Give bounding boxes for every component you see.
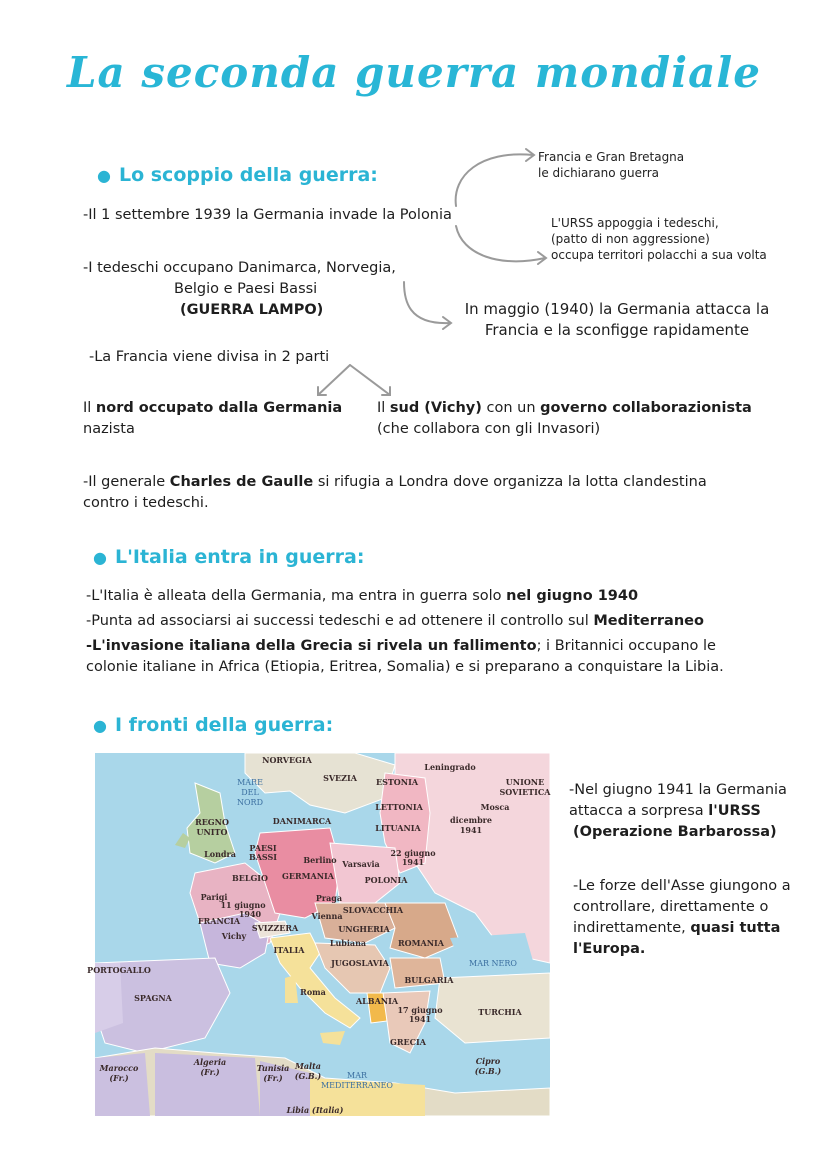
map-label-sovietica: SOVIETICA — [499, 787, 551, 797]
map-label-mediterraneo: MEDITERRANEO — [320, 1081, 394, 1090]
map-label-unito: UNITO — [196, 827, 228, 837]
map-label-grecia: GRECIA — [390, 1037, 426, 1047]
map-label-17giugno: 17 giugno — [397, 1005, 443, 1015]
map-label-mar-nero: MAR NERO — [469, 959, 517, 968]
map-label-bulgaria: BULGARIA — [404, 975, 454, 985]
map-label-polonia: POLONIA — [364, 875, 408, 885]
note-urss: L'URSS appoggia i tedeschi, (patto di non aggressione) occupa territori polacchi a sua volta — [551, 216, 767, 262]
map-label-del: DEL — [241, 788, 259, 797]
text-barbarossa: -Nel giugno 1941 la Germania attacca a sorpresa l'URSS (Operazione Barbarossa) — [569, 782, 787, 840]
map-label-belgio: BELGIO — [231, 873, 269, 883]
text-degaulle: -Il generale Charles de Gaulle si rifugia a Londra dove organizza la lotta clandestina contro i tedeschi. — [83, 474, 707, 511]
bullet-icon: ● — [93, 716, 107, 735]
arrow-to-urss — [456, 226, 545, 261]
map-label-regno: REGNO — [195, 817, 229, 827]
map-label-albania: ALBANIA — [355, 996, 399, 1006]
map-label-malta-gb: (G.B.) — [294, 1071, 322, 1081]
map-label-marocco-fr: (Fr.) — [109, 1073, 129, 1083]
map-label-ungheria: UNGHERIA — [338, 924, 390, 934]
text-nord: Il nord occupato dalla Germania nazista — [83, 400, 343, 437]
text-divisa: -La Francia viene divisa in 2 parti — [89, 349, 330, 365]
map-label-leningrado: Leningrado — [424, 762, 476, 772]
map-label-bassi: BASSI — [248, 852, 278, 862]
split-arrow-left — [318, 365, 350, 395]
map-label-22giugno-anno: 1941 — [401, 857, 425, 867]
note-francia-gb: Francia e Gran Bretagna le dichiarano guerra — [538, 150, 685, 180]
map-label-cipro-gb: (G.B.) — [474, 1066, 502, 1076]
bullet-icon: ● — [97, 166, 111, 185]
map-label-germania: GERMANIA — [282, 871, 334, 881]
map-label-mosca: Mosca — [480, 802, 510, 812]
text-italia: -L'Italia è alleata della Germania, ma entra in guerra solo nel giugno 1940 -Punta ad associarsi ai successi tedeschi e ad ottenere il controllo sul Mediterraneo -L'invasione italiana della Grecia si rivela un fallimento; i Britannici occupano le colonie italiane in Africa (Etiopia, Eritrea, Somalia) e si preparano a conquistare la Libia. — [86, 588, 724, 675]
map-label-jugoslavia: JUGOSLAVIA — [331, 958, 389, 968]
map-label-unione: UNIONE — [505, 777, 545, 787]
map-label-estonia: ESTONIA — [375, 777, 419, 787]
map-label-libia: Libia (Italia) — [286, 1105, 344, 1115]
map-label-dicembre-anno: 1941 — [459, 825, 483, 835]
map-label-roma: Roma — [300, 987, 326, 997]
map-label-svizzera: SVIZZERA — [251, 923, 299, 933]
guerra-lampo: (GUERRA LAMPO) — [180, 302, 324, 318]
map-label-mare: MARE — [237, 778, 263, 787]
text-sud: Il sud (Vichy) con un governo collaborazionista (che collabora con gli Invasori) — [377, 400, 752, 437]
map-label-malta: Malta — [295, 1061, 321, 1071]
map-label-italia: ITALIA — [273, 945, 305, 955]
map-label-lituania: LITUANIA — [375, 823, 421, 833]
map-label-marocco: Marocco — [99, 1063, 139, 1073]
split-arrow-right — [350, 365, 390, 395]
map-label-lubiana: Lubiana — [329, 938, 367, 948]
europe-map — [87, 753, 551, 1116]
section-heading-fronti: ● I fronti della guerra: — [93, 714, 334, 736]
map-label-vienna: Vienna — [311, 911, 343, 921]
map-label-francia: FRANCIA — [197, 916, 241, 926]
text-occupano: -I tedeschi occupano Danimarca, Norvegia, Belgio e Paesi Bassi (GUERRA LAMPO) — [83, 260, 396, 318]
map-label-norvegia: NORVEGIA — [262, 755, 312, 765]
map-label-vichy: Vichy — [221, 931, 247, 941]
map-label-tunisia-fr: (Fr.) — [263, 1073, 283, 1083]
text-invasione: -Il 1 settembre 1939 la Germania invade la Polonia — [83, 207, 452, 223]
map-label-cipro: Cipro — [475, 1056, 501, 1066]
map-label-mar: MAR — [347, 1071, 367, 1080]
page-title: La seconda guerra mondiale — [67, 48, 761, 97]
map-label-paesi: PAESI — [249, 843, 277, 853]
map-label-danimarca: DANIMARCA — [272, 816, 332, 826]
map-label-slovacchia: SLOVACCHIA — [342, 905, 404, 915]
map-label-dicembre: dicembre — [450, 815, 492, 825]
map-label-22giugno: 22 giugno — [390, 848, 436, 858]
map-label-turchia: TURCHIA — [478, 1007, 522, 1017]
map-label-parigi: Parigi — [200, 892, 228, 902]
section-heading-scoppio: ● Lo scoppio della guerra: — [97, 164, 378, 186]
map-label-algeria-fr: (Fr.) — [200, 1067, 220, 1077]
map-label-17giugno-anno: 1941 — [408, 1014, 432, 1024]
map-label-varsavia: Varsavia — [342, 859, 380, 869]
map-graphic — [87, 753, 551, 1116]
map-label-11giugno-anno: 1940 — [238, 909, 262, 919]
map-label-portogallo: PORTOGALLO — [87, 965, 151, 975]
map-label-algeria: Algeria — [193, 1057, 227, 1067]
map-label-11giugno: 11 giugno — [220, 900, 266, 910]
map-label-tunisia: Tunisia — [256, 1063, 290, 1073]
map-label-londra: Londra — [204, 849, 236, 859]
map-label-lettonia: LETTONIA — [375, 802, 423, 812]
text-asse: -Le forze dell'Asse giungono a controllare, direttamente o indirettamente, quasi tutta l'Europa. — [573, 878, 791, 957]
map-label-nord: NORD — [237, 798, 263, 807]
arrow-to-fr-gb — [456, 154, 533, 206]
map-label-spagna: SPAGNA — [134, 993, 172, 1003]
text-maggio: In maggio (1940) la Germania attacca la Francia e la sconfigge rapidamente — [464, 300, 770, 339]
map-label-romania: ROMANIA — [398, 938, 444, 948]
map-label-berlino: Berlino — [303, 855, 337, 865]
section-heading-italia: ● L'Italia entra in guerra: — [93, 546, 365, 568]
map-label-praga: Praga — [315, 893, 343, 903]
bullet-icon: ● — [93, 548, 107, 567]
map-label-svezia: SVEZIA — [323, 773, 357, 783]
